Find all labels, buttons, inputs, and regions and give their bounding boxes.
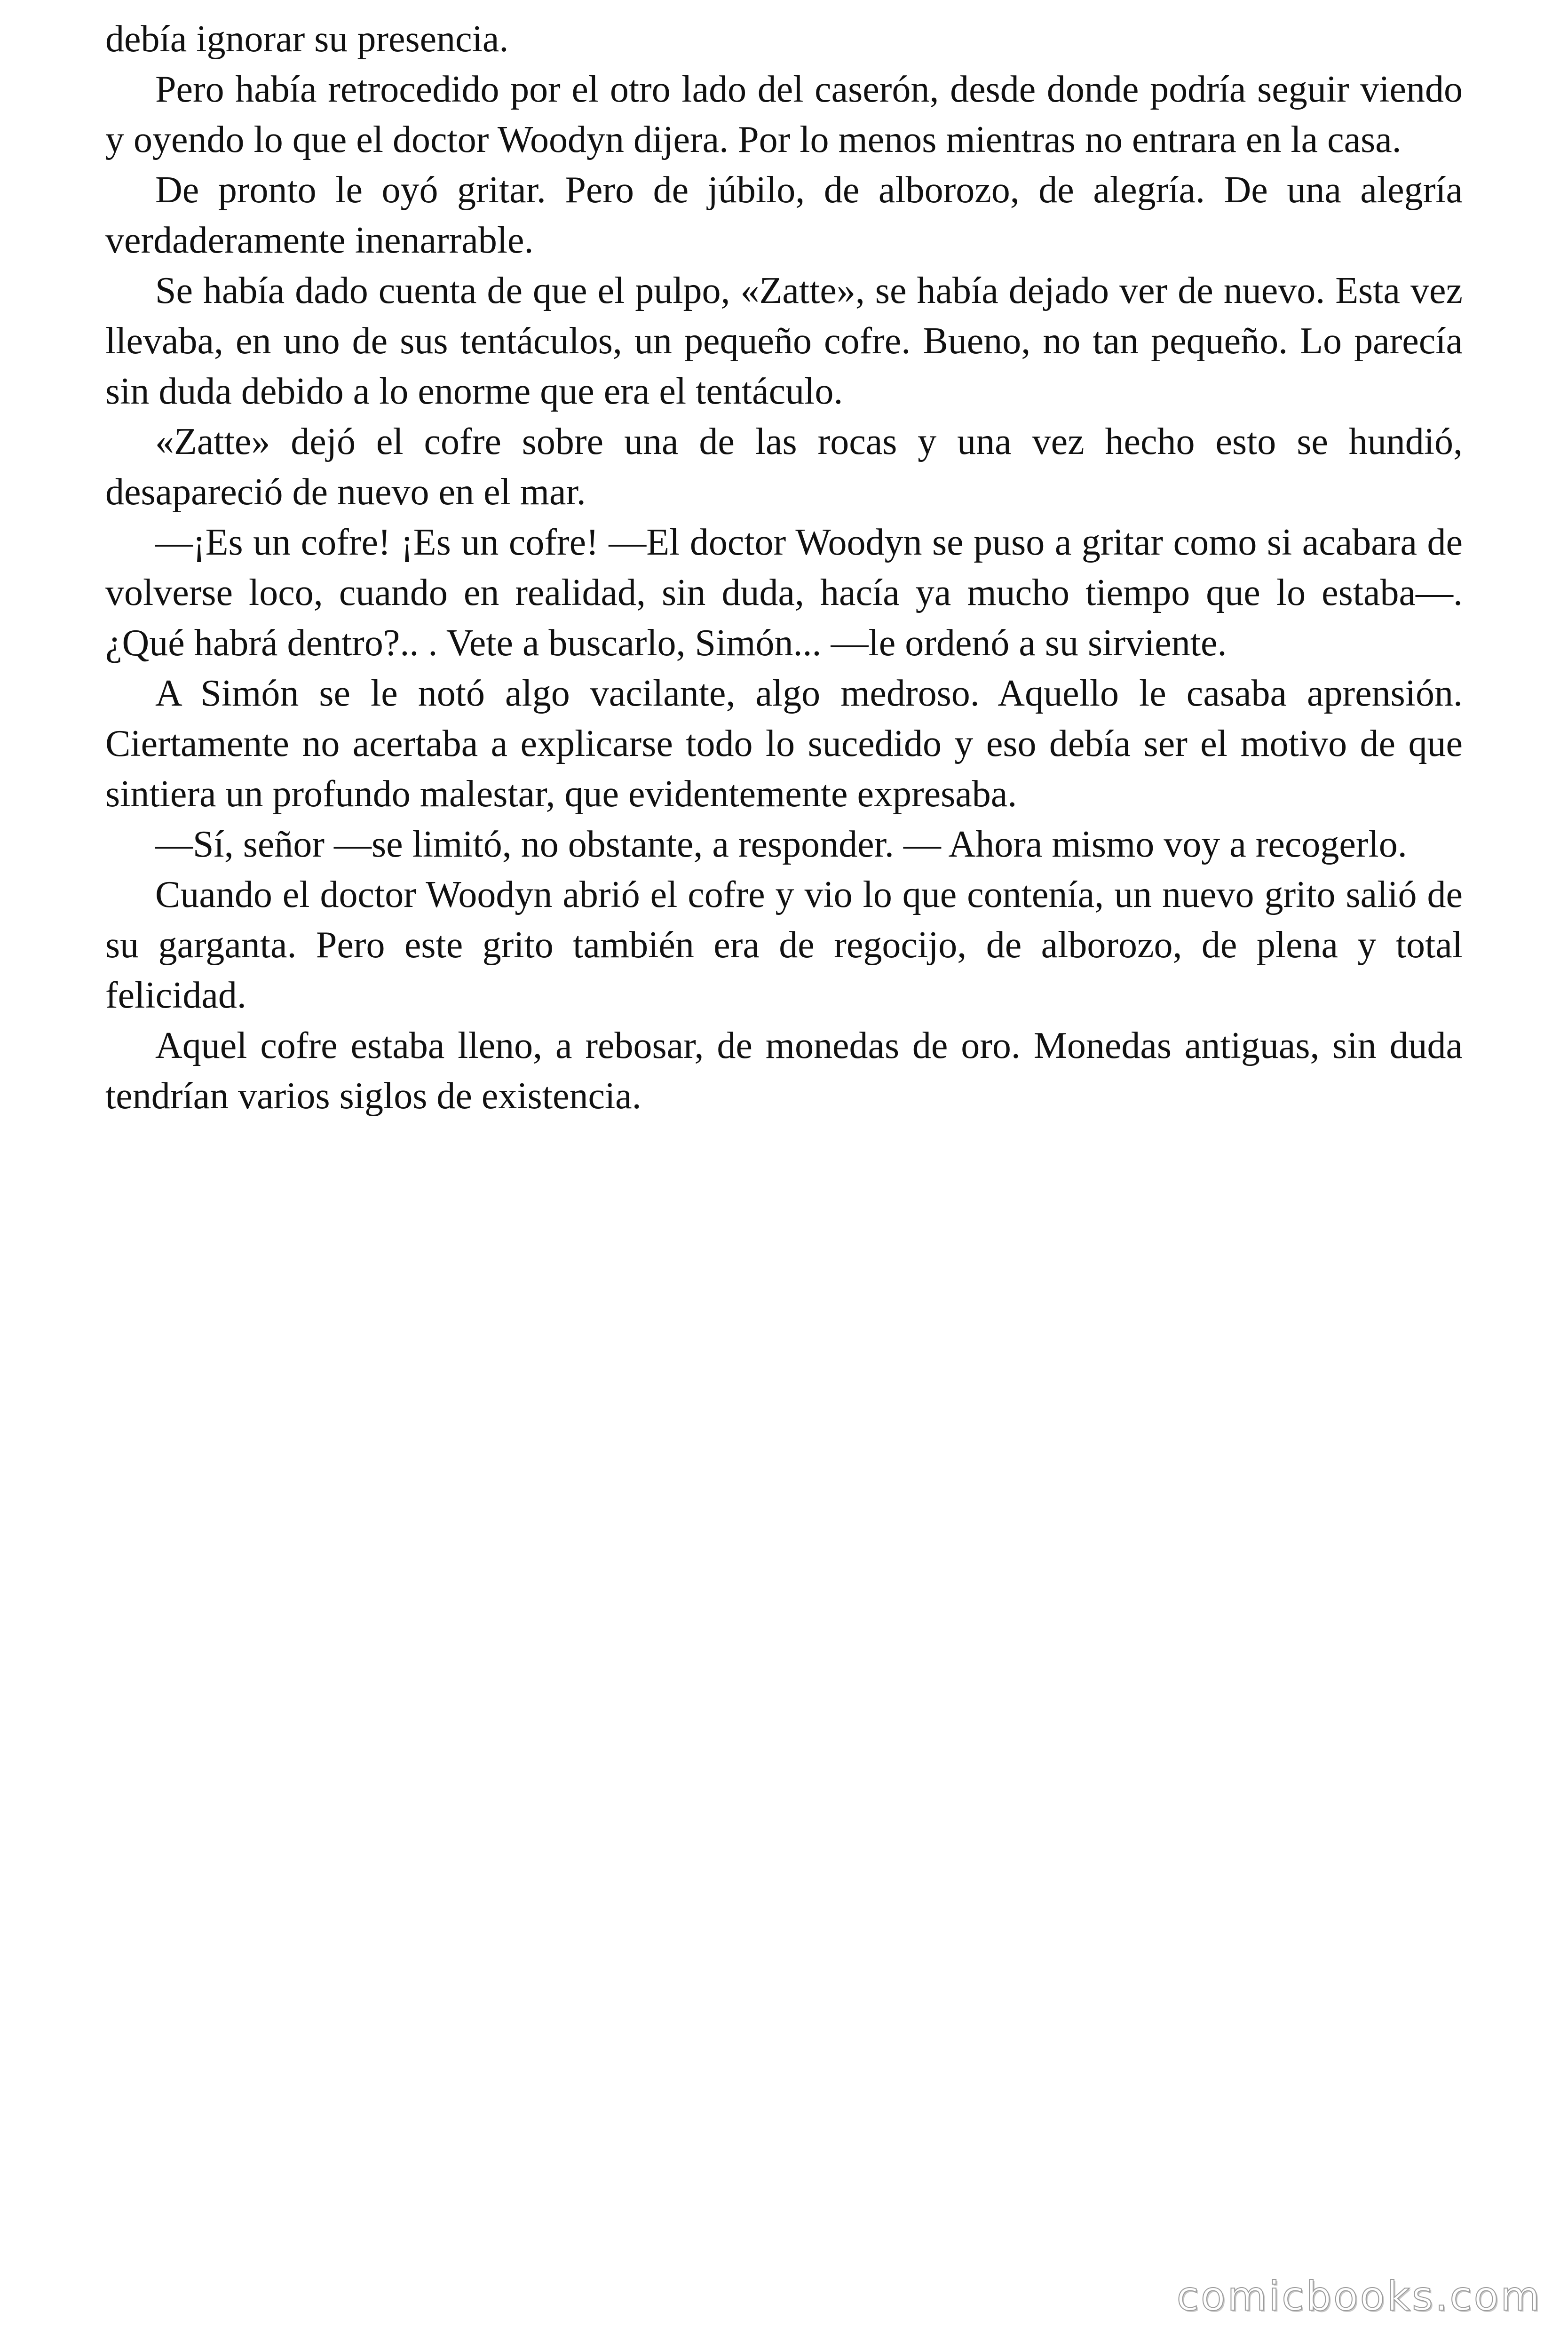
paragraph-1: debía ignorar su presencia. — [105, 18, 509, 60]
paragraph-3: De pronto le oyó gritar. Pero de júbilo, de alborozo, de alegría. De una alegría verdaderamente inenarrable. — [105, 169, 1463, 261]
paragraph-2: Pero había retrocedido por el otro lado del caserón, desde donde podría seguir viendo y oyendo lo que el doctor Woodyn dijera. Por lo menos mientras no entrara en la casa. — [105, 69, 1463, 160]
paragraph-7: A Simón se le notó algo vacilante, algo medroso. Aquello le casaba aprensión. Ciertamente no acertaba a explicarse todo lo sucedido y eso debía ser el motivo de que sintiera un profundo malestar, que evidentemente expresaba. — [105, 673, 1463, 815]
watermark-text: comicbooks.com — [1176, 2273, 1542, 2320]
paragraph-4: Se había dado cuenta de que el pulpo, «Zatte», se había dejado ver de nuevo. Esta vez llevaba, en uno de sus tentáculos, un pequeño cofre. Bueno, no tan pequeño. Lo parecía sin duda debido a lo enorme que era el tentáculo. — [105, 270, 1463, 412]
paragraph-8: —Sí, señor —se limitó, no obstante, a responder. — Ahora mismo voy a recogerlo. — [155, 824, 1407, 865]
paragraph-6: —¡Es un cofre! ¡Es un cofre! —El doctor Woodyn se puso a gritar como si acabara de volverse loco, cuando en realidad, sin duda, hacía ya mucho tiempo que lo estaba—. ¿Qué habrá dentro?.. . Vete a buscarlo, Simón... —le ordenó a su sirviente. — [105, 522, 1463, 664]
paragraph-5: «Zatte» dejó el cofre sobre una de las rocas y una vez hecho esto se hundió, desapareció de nuevo en el mar. — [105, 421, 1463, 513]
paragraph-10: Aquel cofre estaba lleno, a rebosar, de monedas de oro. Monedas antiguas, sin duda tendrían varios siglos de existencia. — [105, 1025, 1463, 1117]
page-text — [105, 14, 1463, 1121]
paragraph-9: Cuando el doctor Woodyn abrió el cofre y vio lo que contenía, un nuevo grito salió de su garganta. Pero este grito también era de regocijo, de alborozo, de plena y total felicidad. — [105, 874, 1463, 1016]
